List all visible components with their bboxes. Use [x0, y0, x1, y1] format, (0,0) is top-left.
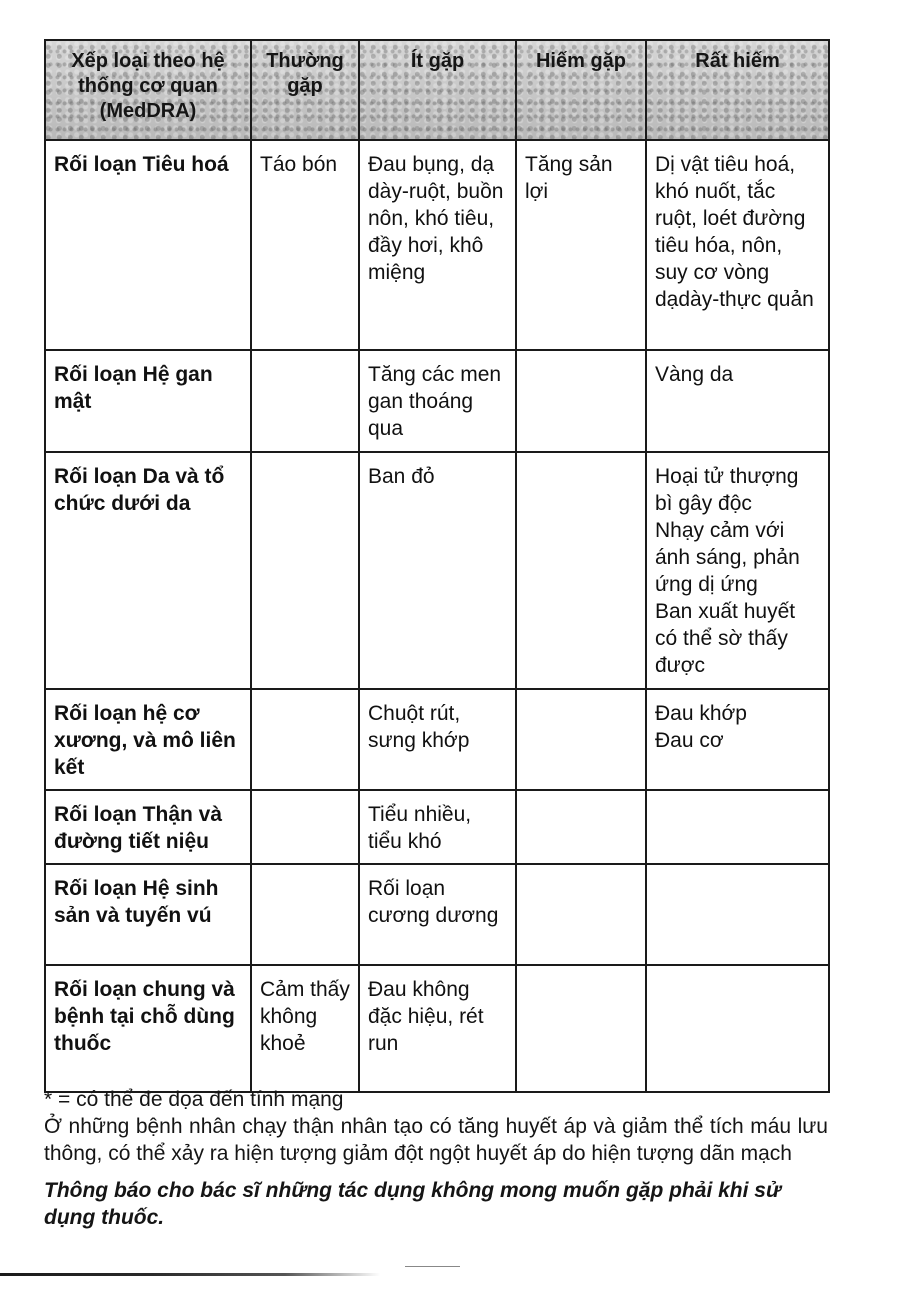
common-cell: Cảm thấy không khoẻ — [251, 965, 359, 1092]
very-rare-cell — [646, 864, 829, 965]
table-body — [45, 140, 829, 1092]
rare-cell — [516, 864, 646, 965]
adverse-effects-table — [44, 39, 830, 1093]
table-row — [45, 790, 829, 864]
table-row — [45, 965, 829, 1092]
uncommon-cell: Tiểu nhiều, tiểu khó — [359, 790, 516, 864]
table-row — [45, 140, 829, 350]
uncommon-cell: Rối loạn cương dương — [359, 864, 516, 965]
table-row — [45, 350, 829, 452]
organ-class-cell: Rối loạn chung và bệnh tại chỗ dùng thuốc — [45, 965, 251, 1092]
uncommon-cell: Chuột rút, sưng khớp — [359, 689, 516, 790]
organ-class-cell: Rối loạn Tiêu hoá — [45, 140, 251, 350]
header-very-rare: Rất hiếm — [646, 40, 829, 140]
uncommon-cell: Ban đỏ — [359, 452, 516, 689]
organ-class-cell: Rối loạn hệ cơ xương, và mô liên kết — [45, 689, 251, 790]
table-row — [45, 689, 829, 790]
rare-cell — [516, 350, 646, 452]
dialysis-note: Ở những bệnh nhân chạy thận nhân tạo có tăng huyết áp và giảm thể tích máu lưu thông, có thể xảy ra hiện tượng giảm đột ngột huyết áp do hiện tượng dãn mạch — [44, 1115, 828, 1165]
header-rare: Hiếm gặp — [516, 40, 646, 140]
organ-class-cell: Rối loạn Thận và đường tiết niệu — [45, 790, 251, 864]
notes-section — [44, 1086, 828, 1231]
rare-cell — [516, 790, 646, 864]
common-cell — [251, 689, 359, 790]
rare-cell — [516, 965, 646, 1092]
scan-artifact-mark — [405, 1266, 460, 1267]
table-header — [45, 40, 829, 140]
very-rare-cell: Đau khớp Đau cơ — [646, 689, 829, 790]
uncommon-cell: Đau không đặc hiệu, rét run — [359, 965, 516, 1092]
table-row — [45, 452, 829, 689]
doctor-warning: Thông báo cho bác sĩ những tác dụng không mong muốn gặp phải khi sử dụng thuốc. — [44, 1179, 781, 1229]
uncommon-cell: Tăng các men gan thoáng qua — [359, 350, 516, 452]
header-organ-class: Xếp loại theo hệ thống cơ quan (MedDRA) — [45, 40, 251, 140]
scan-artifact-line — [0, 1273, 380, 1276]
very-rare-cell: Dị vật tiêu hoá, khó nuốt, tắc ruột, loét đường tiêu hóa, nôn, suy cơ vòng dạdày-thực quản — [646, 140, 829, 350]
organ-class-cell: Rối loạn Hệ sinh sản và tuyến vú — [45, 864, 251, 965]
very-rare-cell — [646, 790, 829, 864]
very-rare-cell: Hoại tử thượng bì gây độc Nhạy cảm với ánh sáng, phản ứng dị ứng Ban xuất huyết có thể sờ thấy được — [646, 452, 829, 689]
organ-class-cell: Rối loạn Hệ gan mật — [45, 350, 251, 452]
very-rare-cell — [646, 965, 829, 1092]
common-cell — [251, 452, 359, 689]
organ-class-cell: Rối loạn Da và tổ chức dưới da — [45, 452, 251, 689]
footnote: * = có thể đe dọa đến tính mạng — [44, 1088, 344, 1111]
common-cell — [251, 864, 359, 965]
rare-cell — [516, 689, 646, 790]
rare-cell: Tăng sản lợi — [516, 140, 646, 350]
common-cell — [251, 350, 359, 452]
header-uncommon: Ít gặp — [359, 40, 516, 140]
common-cell: Táo bón — [251, 140, 359, 350]
uncommon-cell: Đau bụng, dạ dày-ruột, buồn nôn, khó tiêu, đầy hơi, khô miệng — [359, 140, 516, 350]
very-rare-cell: Vàng da — [646, 350, 829, 452]
rare-cell — [516, 452, 646, 689]
header-row — [45, 40, 829, 140]
table-row — [45, 864, 829, 965]
common-cell — [251, 790, 359, 864]
header-common: Thường gặp — [251, 40, 359, 140]
